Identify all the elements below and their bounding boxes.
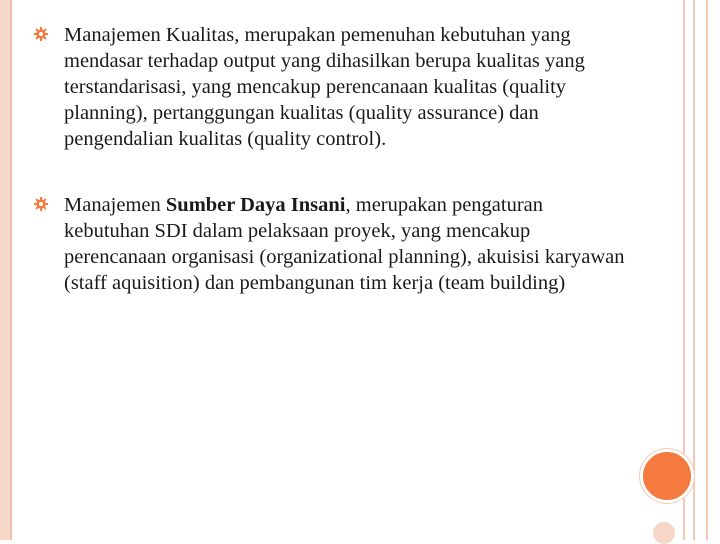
gear-icon (34, 197, 48, 211)
decor-circle-large (640, 449, 694, 503)
decor-line (693, 0, 695, 540)
decor-circle-small (653, 522, 675, 544)
bullet-text: Manajemen Kualitas, merupakan pemenuhan kebutuhan yang mendasar terhadap output yang dihasilkan berupa kualitas yang terstandarisasi, yang mencakup perencanaan kualitas (quality planning), pertanggungan kualitas (quality assurance) dan pengendalian kualitas (quality control). (64, 24, 585, 150)
bullet-item-sdi (30, 192, 630, 296)
bullet-item-kualitas (30, 22, 630, 152)
slide-body (30, 22, 630, 336)
gear-icon (34, 27, 48, 41)
decor-line (706, 0, 708, 540)
bullet-text-bold: Sumber Daya Insani (165, 194, 346, 216)
slide-left-border (0, 0, 12, 540)
bullet-text-suffix: , merupakan pengaturan kebutuhan SDI dalam pelaksaan proyek, yang mencakup perencanaan organisasi (organizational planning), akuisisi karyawan (staff aquisition) dan pembangunan tim kerja (team building) (64, 194, 625, 294)
bullet-text-prefix: Manajemen (64, 194, 166, 216)
